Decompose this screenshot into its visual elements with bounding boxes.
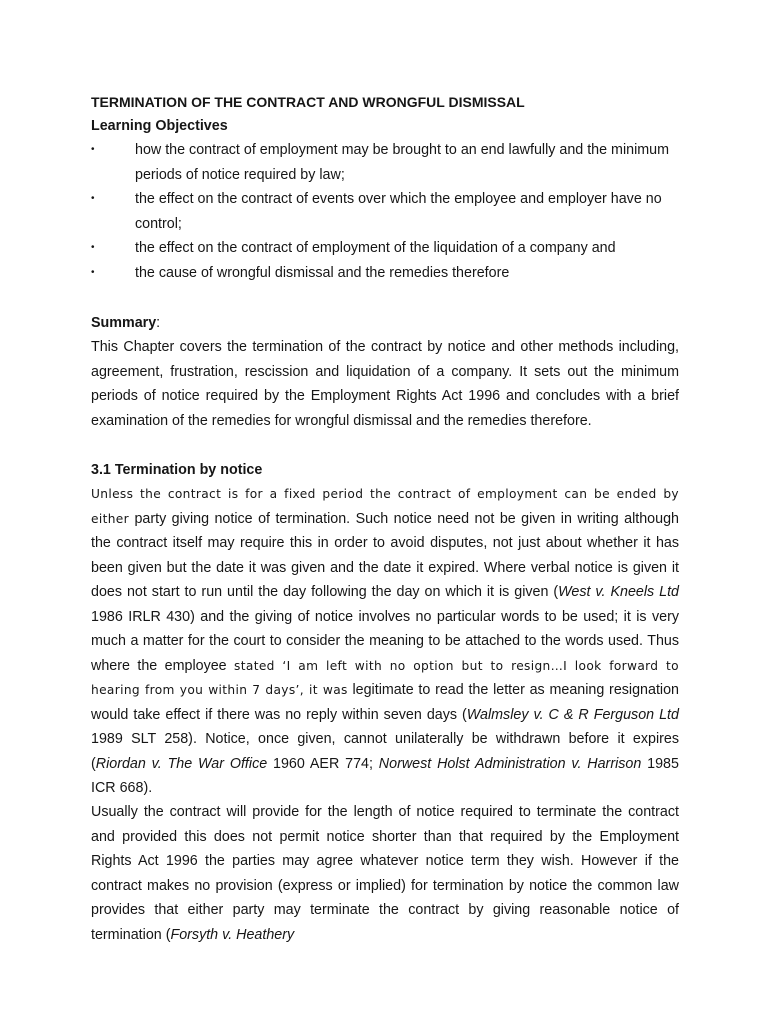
termination-notice-paragraph [91, 482, 679, 801]
contract-notice-paragraph [91, 800, 679, 947]
bullet-icon: • [91, 242, 95, 253]
paragraph-text: stated ‘I am left with no option but to resign…I look forward to hearing from you within 7 days’, it was [91, 658, 679, 697]
paragraph-text: legitimate to read the letter as meaning resignation would take effect if there was no reply within seven days ( [91, 682, 679, 723]
summary-paragraph: This Chapter covers the termination of the contract by notice and other methods including, agreement, frustration, rescission and liquidation of a company. It sets out the minimum periods of notice required by the Employment Rights Act 1996 and concludes with a brief examination of the remedies for wrongful dismissal and the remedies therefore. [91, 339, 679, 429]
learning-objectives-heading: Learning Objectives [91, 118, 228, 134]
case-citation: Norwest Holst Administration v. Harrison [378, 755, 642, 772]
list-item-text: the effect on the contract of events over which the employee and employer have no control; [135, 191, 662, 232]
case-citation: Riordan v. The War Office [95, 755, 268, 772]
document-title: TERMINATION OF THE CONTRACT AND WRONGFUL DISMISSAL [91, 94, 525, 110]
summary-heading-label: Summary [91, 315, 157, 331]
list-item [91, 236, 679, 261]
case-citation: West v. Kneels Ltd [558, 584, 679, 600]
paragraph-text: 1989 SLT 258). Notice, once given, cannot unilaterally be withdrawn before it expires ( [91, 731, 679, 772]
paragraph-text: Usually the contract will provide for the length of notice required to terminate the contract and provided this does not permit notice shorter than that required by the Employment Rights Act 1996 the parties may agree whatever notice term they wish. However if the contract makes no provision (express or implied) for termination by notice the common law provides that either party may terminate the contract by giving reasonable notice of termination ( [91, 804, 679, 943]
section-heading: 3.1 Termination by notice [91, 462, 263, 478]
list-item [91, 187, 679, 236]
list-item-text: the cause of wrongful dismissal and the remedies therefore [135, 264, 510, 281]
case-citation: Walmsley v. C & R Ferguson Ltd [466, 706, 679, 723]
paragraph-text: 1960 AER 774; [267, 755, 379, 772]
paragraph-text: 1985 ICR 668). [91, 755, 679, 796]
bullet-icon: • [91, 193, 95, 204]
summary-heading-colon: : [156, 315, 161, 331]
learning-objectives-list [91, 138, 679, 285]
list-item [91, 261, 679, 286]
paragraph-text: 1986 IRLR 430) and the giving of notice involves no particular words to be used; it is very much a matter for the court to consider the meaning to be attached to the words used. Thus where the employee [91, 608, 679, 674]
list-item [91, 138, 679, 187]
summary-heading [91, 311, 679, 336]
list-item-text: the effect on the contract of employment of the liquidation of a company and [135, 240, 616, 256]
case-citation: Forsyth v. Heathery [170, 926, 295, 943]
paragraph-text: party giving notice of termination. Such notice need not be given in writing although the contract itself may require this in order to avoid disputes, not just about whether it has been given but the date it was given and the date it expired. Where verbal notice is given it does not start to run until the day following the day on which it is given ( [91, 510, 679, 600]
paragraph-text: Unless the contract is for a fixed period the contract of employment can be ended by either [91, 487, 679, 526]
list-item-text: how the contract of employment may be brought to an end lawfully and the minimum periods of notice required by law; [135, 142, 670, 183]
bullet-icon: • [91, 144, 95, 155]
bullet-icon: • [91, 266, 95, 278]
